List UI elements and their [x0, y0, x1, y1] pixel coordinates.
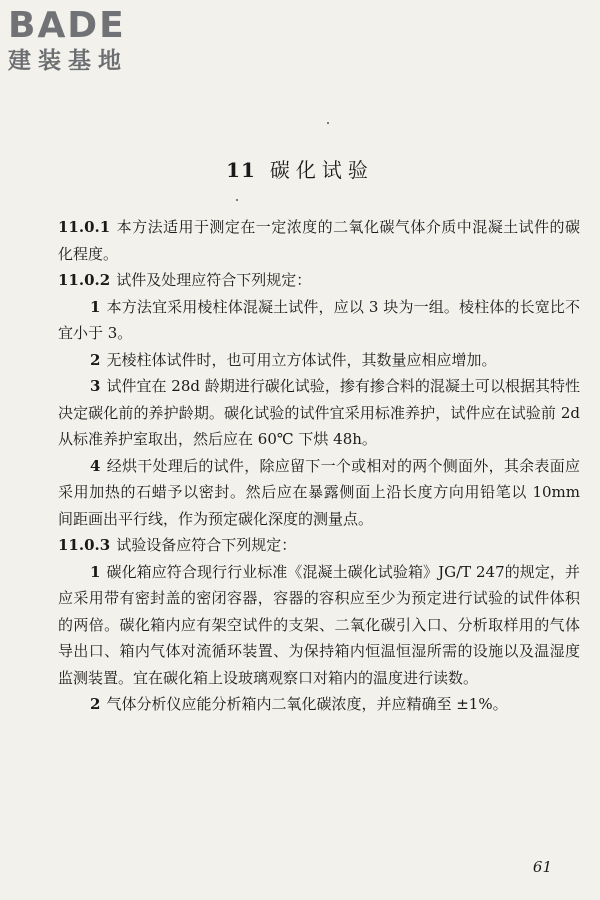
clause-11-0-1 [58, 214, 580, 267]
scan-speck [327, 122, 329, 124]
list-item-2 [58, 347, 580, 374]
item-number: 2 [90, 350, 101, 369]
item-number: 1 [90, 562, 101, 581]
list-item-3 [58, 373, 580, 453]
clause-text: 本方法适用于测定在一定浓度的二氧化碳气体介质中混凝土试件的碳化程度。 [58, 218, 580, 263]
clause-number: 11.0.1 [58, 218, 111, 236]
chapter-number: 11 [226, 158, 256, 182]
clause-number: 11.0.3 [58, 536, 111, 554]
item-number: 1 [90, 297, 101, 316]
document-body [58, 214, 580, 718]
item-text: 气体分析仪应能分析箱内二氧化碳浓度，并应精确至 ±1%。 [106, 695, 508, 713]
item-number: 2 [90, 695, 101, 713]
chapter-title-text: 碳化试验 [269, 158, 374, 182]
scan-speck [236, 199, 238, 201]
clause-text: 试件及处理应符合下列规定： [116, 271, 312, 289]
bade-logo [8, 6, 178, 76]
clause-text: 试验设备应符合下列规定： [116, 536, 297, 554]
list-item-1 [58, 294, 580, 347]
item-text: 经烘干处理后的试件，除应留下一个或相对的两个侧面外，其余表面应采用加热的石蜡予以密封。然后应在暴露侧面上沿长度方向用铅笔以 10mm 间距画出平行线，作为预定碳化深度的测量点。 [58, 456, 580, 528]
clause-11-0-2 [58, 267, 580, 294]
item-number: 3 [90, 377, 101, 395]
list-item-1 [58, 559, 580, 692]
item-text: 试件宜在 28d 龄期进行碳化试验，掺有掺合料的混凝土可以根据其特性决定碳化前的养护龄期。碳化试验的试件宜采用标准养护，试件应在试验前 2d 从标准养护室取出，然后应在 60℃ 下烘 48h。 [58, 377, 580, 448]
list-item-2 [58, 691, 580, 718]
page-number: 61 [532, 858, 552, 876]
item-text: 本方法宜采用棱柱体混凝土试件，应以 3 块为一组。棱柱体的长宽比不宜小于 3。 [58, 297, 580, 342]
clause-number: 11.0.2 [58, 271, 111, 289]
item-text: 碳化箱应符合现行行业标准《混凝土碳化试验箱》JG/T 247的规定，并应采用带有密封盖的密闭容器，容器的容积应至少为预定进行试验的试件体积的两倍。碳化箱内应有架空试件的支架、二氧化碳引入口、分析取样用的气体导出口、箱内气体对流循环装置、为保持箱内恒温恒湿所需的设施以及温湿度监测装置。宜在碳化箱上设玻璃观察口对箱内的温度进行读数。 [58, 562, 580, 687]
logo-wordmark: BADE [8, 5, 126, 46]
logo-subtitle: 建装基地 [8, 48, 128, 74]
clause-11-0-3 [58, 532, 580, 559]
chapter-title [0, 154, 600, 183]
list-item-4 [58, 453, 580, 533]
item-number: 4 [90, 456, 101, 475]
item-text: 无棱柱体试件时，也可用立方体试件，其数量应相应增加。 [106, 350, 497, 369]
